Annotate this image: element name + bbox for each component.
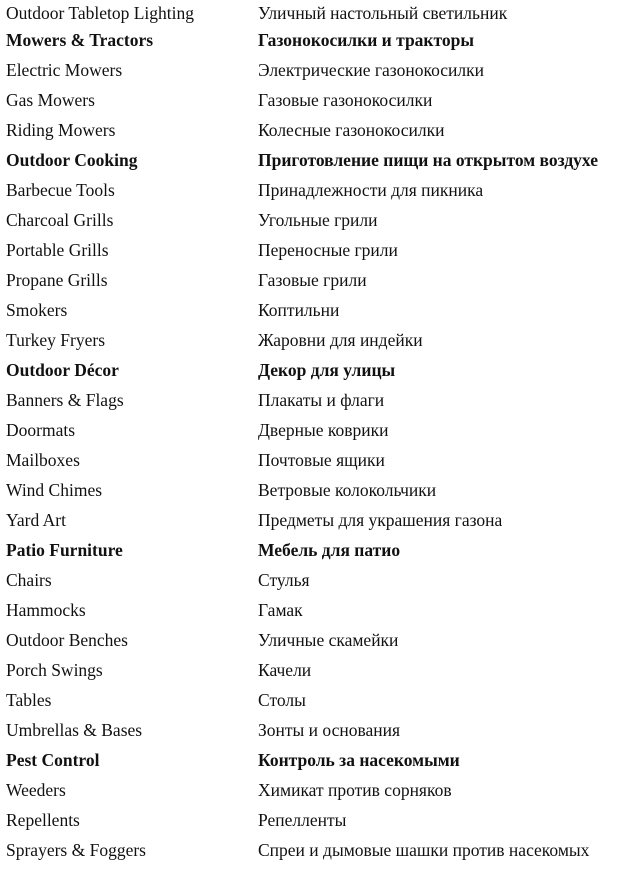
term-russian: Газовые газонокосилки bbox=[258, 90, 433, 110]
term-english: Sprayers & Foggers bbox=[6, 840, 146, 860]
term-english: Gas Mowers bbox=[6, 90, 95, 110]
category-russian: Газонокосилки и тракторы bbox=[258, 30, 475, 50]
term-russian: Угольные грили bbox=[258, 210, 378, 230]
table-row bbox=[0, 117, 622, 147]
term-english: Repellents bbox=[6, 810, 80, 830]
term-russian: Предметы для украшения газона bbox=[258, 510, 503, 530]
term-russian: Газовые грили bbox=[258, 270, 367, 290]
term-english: Turkey Fryers bbox=[6, 330, 106, 350]
term-russian: Репелленты bbox=[258, 810, 347, 830]
table-row bbox=[0, 237, 622, 267]
category-heading-row bbox=[0, 537, 622, 567]
term-english: Electric Mowers bbox=[6, 60, 123, 80]
term-english: Barbecue Tools bbox=[6, 180, 115, 200]
table-row bbox=[0, 807, 622, 837]
category-heading-row bbox=[0, 147, 622, 177]
term-russian: Почтовые ящики bbox=[258, 450, 385, 470]
table-row bbox=[0, 687, 622, 717]
table-row bbox=[0, 447, 622, 477]
term-english: Riding Mowers bbox=[6, 120, 116, 140]
table-row bbox=[0, 477, 622, 507]
term-english: Charcoal Grills bbox=[6, 210, 114, 230]
term-english: Tables bbox=[6, 690, 52, 710]
term-russian: Химикат против сорняков bbox=[258, 780, 452, 800]
table-row bbox=[0, 327, 622, 357]
category-russian: Декор для улицы bbox=[258, 360, 396, 380]
term-english: Weeders bbox=[6, 780, 66, 800]
term-english: Outdoor Tabletop Lighting bbox=[6, 3, 195, 23]
table-row bbox=[0, 207, 622, 237]
table-row bbox=[0, 627, 622, 657]
term-english: Chairs bbox=[6, 570, 52, 590]
term-russian: Принадлежности для пикника bbox=[258, 180, 484, 200]
table-row bbox=[0, 507, 622, 537]
term-english: Umbrellas & Bases bbox=[6, 720, 143, 740]
table-row bbox=[0, 657, 622, 687]
table-row bbox=[0, 777, 622, 807]
category-russian: Приготовление пищи на открытом воздухе bbox=[258, 150, 599, 170]
term-russian: Плакаты и флаги bbox=[258, 390, 385, 410]
term-english: Mailboxes bbox=[6, 450, 80, 470]
term-russian: Дверные коврики bbox=[258, 420, 389, 440]
category-russian: Контроль за насекомыми bbox=[258, 750, 460, 770]
category-russian: Мебель для патио bbox=[258, 540, 401, 560]
category-heading-row bbox=[0, 27, 622, 57]
category-english: Mowers & Tractors bbox=[6, 30, 154, 50]
table-row bbox=[0, 417, 622, 447]
table-row bbox=[0, 837, 622, 867]
term-russian: Столы bbox=[258, 690, 306, 710]
term-russian: Зонты и основания bbox=[258, 720, 401, 740]
term-russian: Колесные газонокосилки bbox=[258, 120, 445, 140]
term-english: Portable Grills bbox=[6, 240, 109, 260]
term-russian: Ветровые колокольчики bbox=[258, 480, 437, 500]
term-russian: Стулья bbox=[258, 570, 310, 590]
term-russian: Уличные скамейки bbox=[258, 630, 399, 650]
term-russian: Уличный настольный светильник bbox=[258, 3, 508, 23]
term-english: Porch Swings bbox=[6, 660, 103, 680]
term-english: Smokers bbox=[6, 300, 68, 320]
category-english: Outdoor Cooking bbox=[6, 150, 138, 170]
term-english: Doormats bbox=[6, 420, 76, 440]
term-russian: Коптильни bbox=[258, 300, 340, 320]
table-row bbox=[0, 717, 622, 747]
term-english: Outdoor Benches bbox=[6, 630, 128, 650]
category-english: Pest Control bbox=[6, 750, 100, 770]
category-english: Outdoor Décor bbox=[6, 360, 119, 380]
term-russian: Качели bbox=[258, 660, 312, 680]
table-row bbox=[0, 57, 622, 87]
table-row bbox=[0, 297, 622, 327]
term-english: Banners & Flags bbox=[6, 390, 124, 410]
term-english: Wind Chimes bbox=[6, 480, 103, 500]
term-english: Yard Art bbox=[6, 510, 66, 530]
term-russian: Жаровни для индейки bbox=[258, 330, 423, 350]
category-heading-row bbox=[0, 747, 622, 777]
table-row bbox=[0, 87, 622, 117]
category-heading-row bbox=[0, 357, 622, 387]
table-row bbox=[0, 387, 622, 417]
term-russian: Гамак bbox=[258, 600, 303, 620]
table-row bbox=[0, 177, 622, 207]
term-russian: Электрические газонокосилки bbox=[258, 60, 485, 80]
table-row bbox=[0, 567, 622, 597]
term-english: Hammocks bbox=[6, 600, 86, 620]
category-english: Patio Furniture bbox=[6, 540, 123, 560]
table-row bbox=[0, 267, 622, 297]
table-row bbox=[0, 597, 622, 627]
term-english: Propane Grills bbox=[6, 270, 108, 290]
term-russian: Спреи и дымовые шашки против насекомых bbox=[258, 840, 590, 860]
table-row bbox=[0, 0, 622, 27]
term-russian: Переносные грили bbox=[258, 240, 398, 260]
